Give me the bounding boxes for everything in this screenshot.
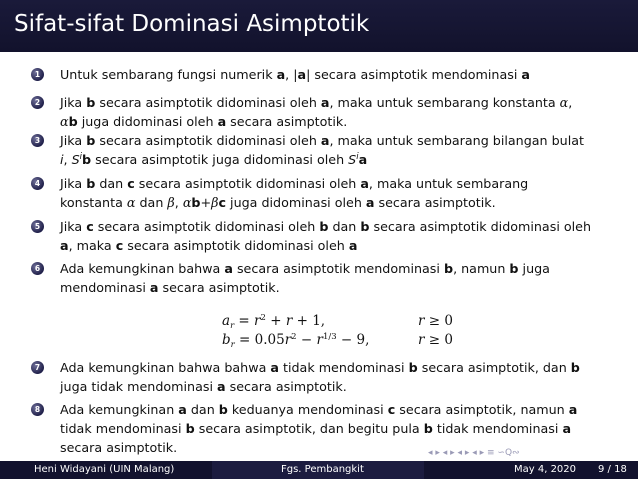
equation-a-lhs: $a_r = r^2 + r + 1$,	[222, 313, 326, 331]
item-line: Untuk sembarang fungsi numerik a, |a| secara asimptotik mendominasi a	[60, 67, 530, 82]
item-line: i, $S^ib$ secara asimptotik juga didominasi oleh $S^ia$	[60, 152, 368, 167]
footer-date: May 4, 2020	[514, 464, 577, 475]
item-line: mendominasi a secara asimptotik.	[60, 280, 280, 295]
item-line: Ada kemungkinan bahwa a secara asimptotik mendominasi b, namun b juga	[60, 261, 550, 276]
bullet-6: 6	[31, 262, 44, 275]
bullet-7: 7	[31, 361, 44, 374]
footer-author: Heni Widayani (UIN Malang)	[34, 464, 175, 475]
bullet-4: 4	[31, 177, 44, 190]
item-line: konstanta α dan β, αb+βc juga didominasi oleh a secara asimptotik.	[60, 195, 496, 210]
list-item	[60, 131, 620, 169]
slide-footer	[0, 461, 638, 479]
item-line: juga tidak mendominasi a secara asimptotik.	[60, 379, 347, 394]
item-line: Jika b dan c secara asimptotik didominasi oleh a, maka untuk sembarang	[60, 176, 529, 191]
item-line: secara asimptotik.	[60, 440, 178, 455]
equation-a-condition: r ≥ 0	[418, 313, 453, 329]
footer-topic-section	[212, 461, 424, 479]
footer-page-number: 9 / 18	[598, 464, 627, 475]
bullet-3: 3	[31, 134, 44, 147]
item-line: a, maka c secara asimptotik didominasi oleh a	[60, 238, 358, 253]
list-item	[60, 400, 620, 457]
item-line: tidak mendominasi b secara asimptotik, dan begitu pula b tidak mendominasi a	[60, 421, 572, 436]
item-line: Jika b secara asimptotik didominasi oleh a, maka untuk sembarang bilangan bulat	[60, 133, 584, 148]
list-item	[60, 358, 620, 396]
footer-topic: Fgs. Pembangkit	[281, 464, 364, 475]
slide-title: Sifat-sifat Dominasi Asimptotik	[14, 11, 370, 37]
list-item	[60, 259, 620, 297]
item-line: Ada kemungkinan bahwa bahwa a tidak mendominasi b secara asimptotik, dan b	[60, 360, 580, 375]
item-line: Ada kemungkinan a dan b keduanya mendominasi c secara asimptotik, namun a	[60, 402, 578, 417]
bullet-8: 8	[31, 403, 44, 416]
item-line: Jika c secara asimptotik didominasi oleh b dan b secara asimptotik didominasi oleh	[60, 219, 592, 234]
list-item	[60, 65, 620, 84]
bullet-1: 1	[31, 68, 44, 81]
item-line: Jika b secara asimptotik didominasi oleh a, maka untuk sembarang konstanta α,	[60, 95, 573, 110]
equation-b-condition: r ≥ 0	[418, 332, 453, 348]
bullet-5: 5	[31, 220, 44, 233]
list-item	[60, 174, 620, 212]
bullet-2: 2	[31, 96, 44, 109]
footer-date-page-section	[424, 461, 638, 479]
footer-author-section	[0, 461, 212, 479]
beamer-navigation-icons[interactable]: ◂ ▸ ◂ ▸ ◂ ▸ ◂ ▸ ≡ ∽Q∾	[428, 448, 520, 458]
list-item	[60, 217, 620, 255]
list-item	[60, 93, 620, 131]
equation-b-lhs: $b_r = 0.05r^2 - r^{1/3} - 9$,	[222, 332, 370, 350]
item-line: αb juga didominasi oleh a secara asimptotik.	[60, 114, 348, 129]
